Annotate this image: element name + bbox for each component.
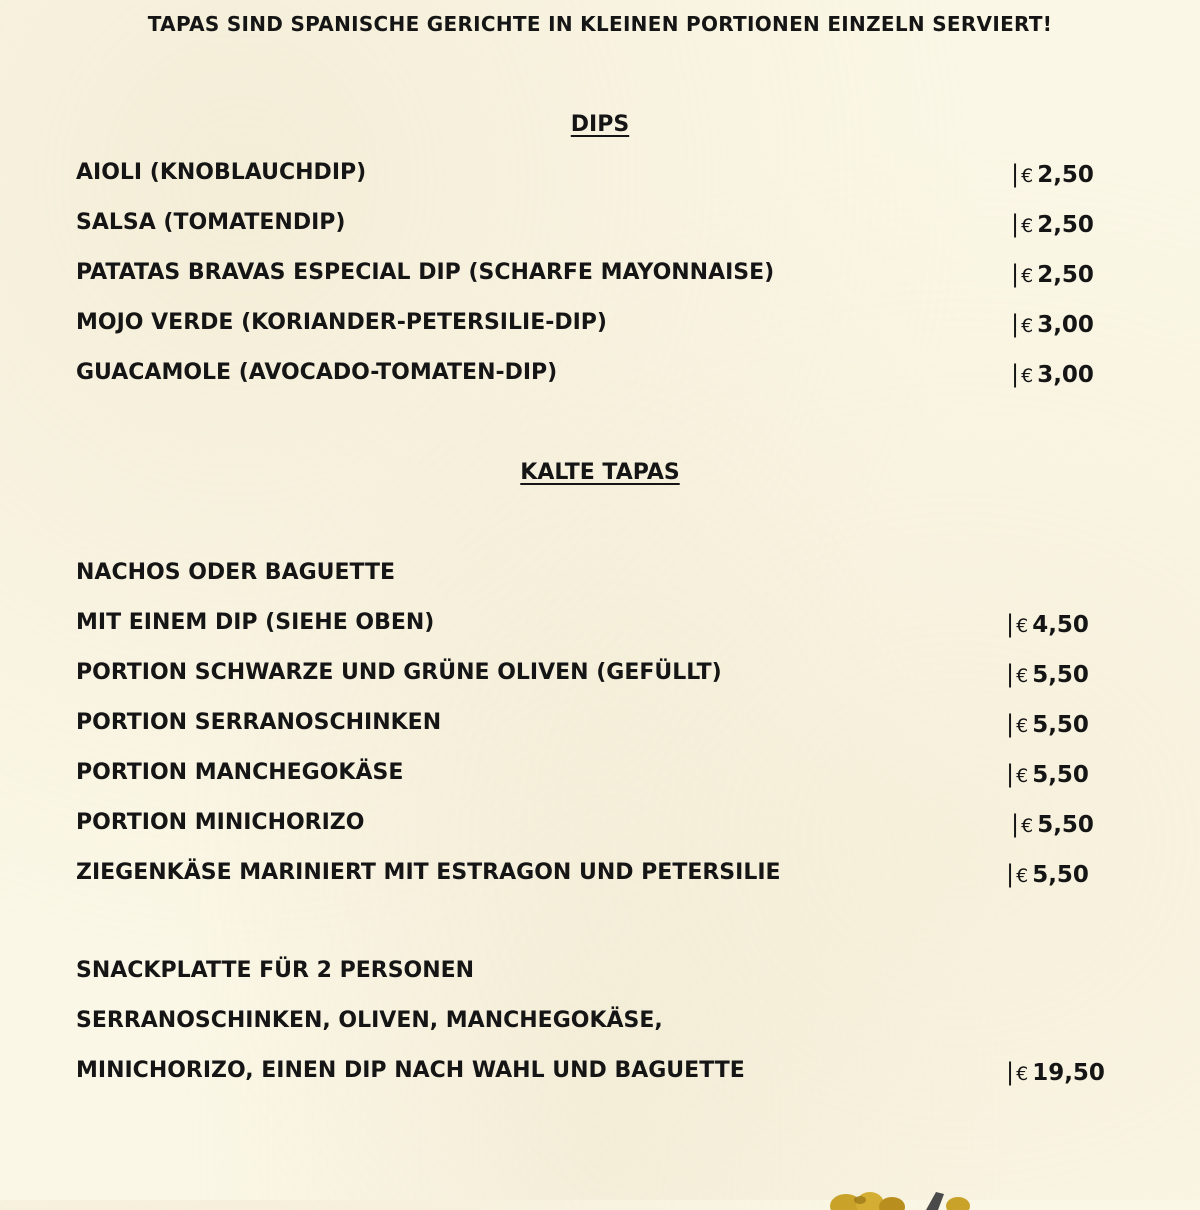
menu-item-price: | € 3,00 [1011,310,1094,338]
currency-symbol: € [1016,1063,1029,1085]
currency-symbol: € [1016,665,1029,687]
snack-platter-description [76,1008,1116,1038]
menu-item-price: | € 4,50 [1006,610,1089,638]
menu-item-price: | € 5,50 [1006,660,1089,688]
menu-item-price: | € 3,00 [1011,360,1094,388]
menu-item-name: PORTION SERRANOSCHINKEN [76,710,442,735]
menu-item [76,260,1116,290]
price-value: 5,50 [1037,812,1094,838]
menu-item-heading [76,560,1116,590]
currency-symbol: € [1021,815,1034,837]
menu-item-name: NACHOS ODER BAGUETTE [76,560,396,585]
currency-symbol: € [1021,365,1034,387]
olives-illustration [826,1180,986,1210]
menu-item-name: ZIEGENKÄSE MARINIERT MIT ESTRAGON UND PETERSILIE [76,860,781,885]
price-value: 2,50 [1037,212,1094,238]
snack-platter-item [76,1058,1116,1088]
price-value: 5,50 [1032,862,1089,888]
price-value: 5,50 [1032,712,1089,738]
price-value: 5,50 [1032,662,1089,688]
currency-symbol: € [1021,215,1034,237]
menu-item-name: MOJO VERDE (KORIANDER-PETERSILIE-DIP) [76,310,607,335]
menu-item [76,660,1116,690]
menu-item-price: | € 5,50 [1006,860,1089,888]
menu-item-name: SALSA (TOMATENDIP) [76,210,346,235]
menu-item-name: GUACAMOLE (AVOCADO-TOMATEN-DIP) [76,360,558,385]
menu-item-name: PORTION MINICHORIZO [76,810,365,835]
section-title-dips: DIPS [570,112,630,137]
menu-item-price: | € 5,50 [1006,710,1089,738]
currency-symbol: € [1016,715,1029,737]
currency-symbol: € [1016,765,1029,787]
menu-item-price: | € 19,50 [1006,1058,1105,1086]
price-value: 5,50 [1032,762,1089,788]
currency-symbol: € [1021,265,1034,287]
price-value: 19,50 [1032,1060,1105,1086]
menu-item-price: | € 5,50 [1011,810,1094,838]
currency-symbol: € [1021,315,1034,337]
menu-item-name: MIT EINEM DIP (SIEHE OBEN) [76,610,435,635]
menu-item [76,310,1116,340]
menu-item [76,810,1116,840]
menu-item-name: PATATAS BRAVAS ESPECIAL DIP (SCHARFE MAYONNAISE) [76,260,775,285]
currency-symbol: € [1016,615,1029,637]
price-value: 2,50 [1037,162,1094,188]
price-value: 3,00 [1037,312,1094,338]
menu-item-description: SERRANOSCHINKEN, OLIVEN, MANCHEGOKÄSE, [76,1008,663,1033]
menu-item [76,360,1116,390]
menu-item [76,860,1116,890]
menu-item [76,610,1116,640]
currency-symbol: € [1021,165,1034,187]
menu-item-price: | € 2,50 [1011,210,1094,238]
snack-platter-title [76,958,1116,988]
menu-item-price: | € 2,50 [1011,160,1094,188]
menu-tagline: TAPAS SIND SPANISCHE GERICHTE IN KLEINEN PORTIONEN EINZELN SERVIERT! [147,12,1053,36]
menu-item-name: SNACKPLATTE FÜR 2 PERSONEN [76,958,475,983]
section-title-kalte-tapas: KALTE TAPAS [520,460,680,485]
menu-item [76,160,1116,190]
menu-item [76,210,1116,240]
menu-item-price: | € 5,50 [1006,760,1089,788]
price-value: 3,00 [1037,362,1094,388]
price-value: 2,50 [1037,262,1094,288]
menu-item-price: | € 2,50 [1011,260,1094,288]
menu-item-name: PORTION SCHWARZE UND GRÜNE OLIVEN (GEFÜLLT) [76,660,722,685]
menu-item-name: AIOLI (KNOBLAUCHDIP) [76,160,367,185]
menu-item [76,760,1116,790]
menu-item-description: MINICHORIZO, EINEN DIP NACH WAHL UND BAGUETTE [76,1058,745,1083]
menu-item [76,710,1116,740]
currency-symbol: € [1016,865,1029,887]
menu-item-name: PORTION MANCHEGOKÄSE [76,760,404,785]
price-value: 4,50 [1032,612,1089,638]
